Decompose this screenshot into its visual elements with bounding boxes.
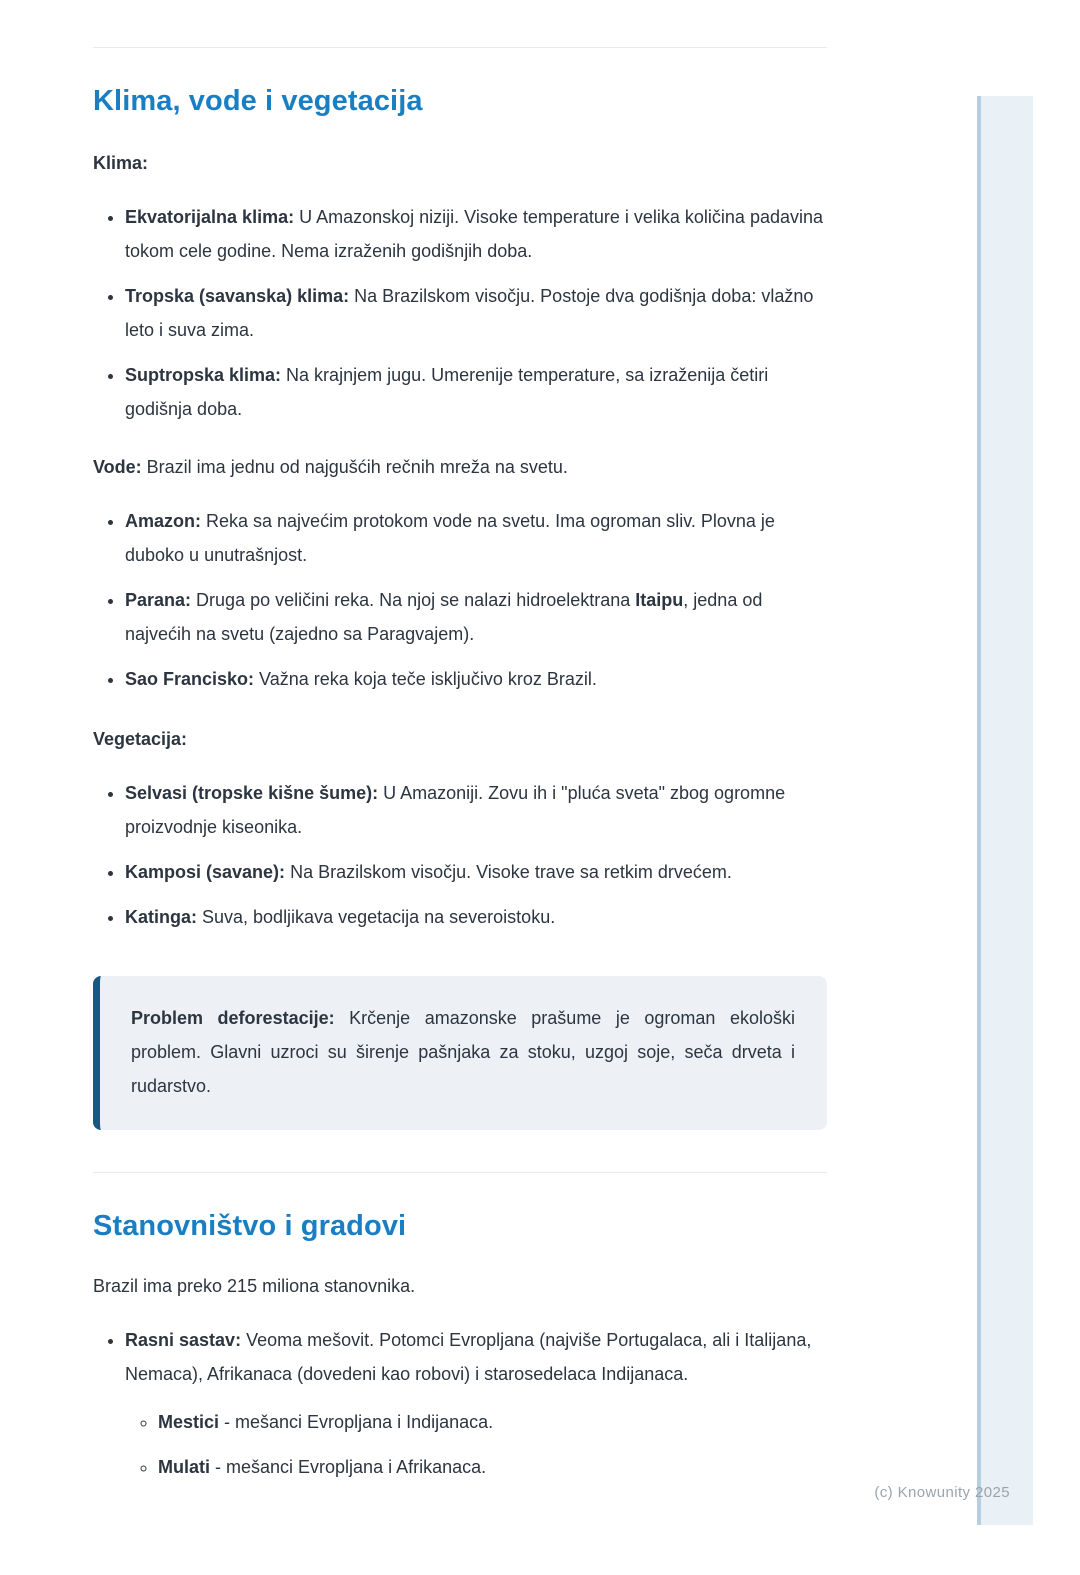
stanovnistvo-list xyxy=(93,1323,827,1484)
list-item: • Selvasi (tropske kišne šume): U Amazoniji. Zovu ih i "pluća sveta" zbog ogromne proizvodnje kiseonika. xyxy=(125,776,827,844)
sub-list-item: ◦ Mulati - mešanci Evropljana i Afrikanaca. xyxy=(158,1450,827,1484)
list-item: • Rasni sastav: Veoma mešovit. Potomci Evropljana (najviše Portugalaca, ali i Italijana, Nemaca), Afrikanaca (dovedeni kao robovi) i starosedelaca Indijanaca. ◦ Mestici - mešanci Evropljana i Indijanaca. ◦ Mulati - mešanci Evropljana i Afrikanaca. xyxy=(125,1323,827,1484)
watermark: (c) Knowunity 2025 xyxy=(874,1484,1010,1501)
list-item: • Amazon: Reka sa najvećim protokom vode na svetu. Ima ogroman sliv. Plovna je duboko u unutrašnjost. xyxy=(125,504,827,572)
vode-list xyxy=(93,504,827,696)
sub-list-item: ◦ Mestici - mešanci Evropljana i Indijanaca. xyxy=(158,1405,827,1439)
deforestation-callout xyxy=(93,976,827,1130)
klima-list xyxy=(93,200,827,426)
top-divider xyxy=(93,47,827,48)
document-page xyxy=(93,47,827,1484)
section-heading-stanovnistvo: Stanovništvo i gradovi xyxy=(93,1210,407,1242)
vegetacija-list xyxy=(93,776,827,934)
list-item: • Katinga: Suva, bodljikava vegetacija na severoistoku. xyxy=(125,900,827,934)
list-item: • Tropska (savanska) klima: Na Brazilskom visočju. Postoje dva godišnja doba: vlažno leto i suva zima. xyxy=(125,279,827,347)
right-side-strip xyxy=(977,96,1033,1525)
sub-list xyxy=(125,1405,827,1484)
vegetacija-label: Vegetacija: xyxy=(93,729,188,749)
vode-intro: Vode: Brazil ima jednu od najgušćih rečnih mreža na svetu. xyxy=(93,457,568,477)
list-item: • Ekvatorijalna klima: U Amazonskoj niziji. Visoke temperature i velika količina padavina tokom cele godine. Nema izraženih godišnjih doba. xyxy=(125,200,827,268)
section-heading-klima: Klima, vode i vegetacija xyxy=(93,85,423,117)
list-item: • Kamposi (savane): Na Brazilskom visočju. Visoke trave sa retkim drvećem. xyxy=(125,855,827,889)
list-item: • Sao Francisko: Važna reka koja teče isključivo kroz Brazil. xyxy=(125,662,827,696)
klima-label: Klima: xyxy=(93,153,149,173)
population-intro: Brazil ima preko 215 miliona stanovnika. xyxy=(93,1276,416,1296)
list-item: • Parana: Druga po veličini reka. Na njoj se nalazi hidroelektrana Itaipu, jedna od najvećih na svetu (zajedno sa Paragvajem). xyxy=(125,583,827,651)
callout-text: Problem deforestacije: Krčenje amazonske prašume je ogroman ekološki problem. Glavni uzroci su širenje pašnjaka za stoku, uzgoj soje, seča drveta i rudarstvo. xyxy=(131,1008,796,1096)
list-item: • Suptropska klima: Na krajnjem jugu. Umerenije temperature, sa izraženija četiri godišnja doba. xyxy=(125,358,827,426)
section-divider xyxy=(93,1172,827,1173)
